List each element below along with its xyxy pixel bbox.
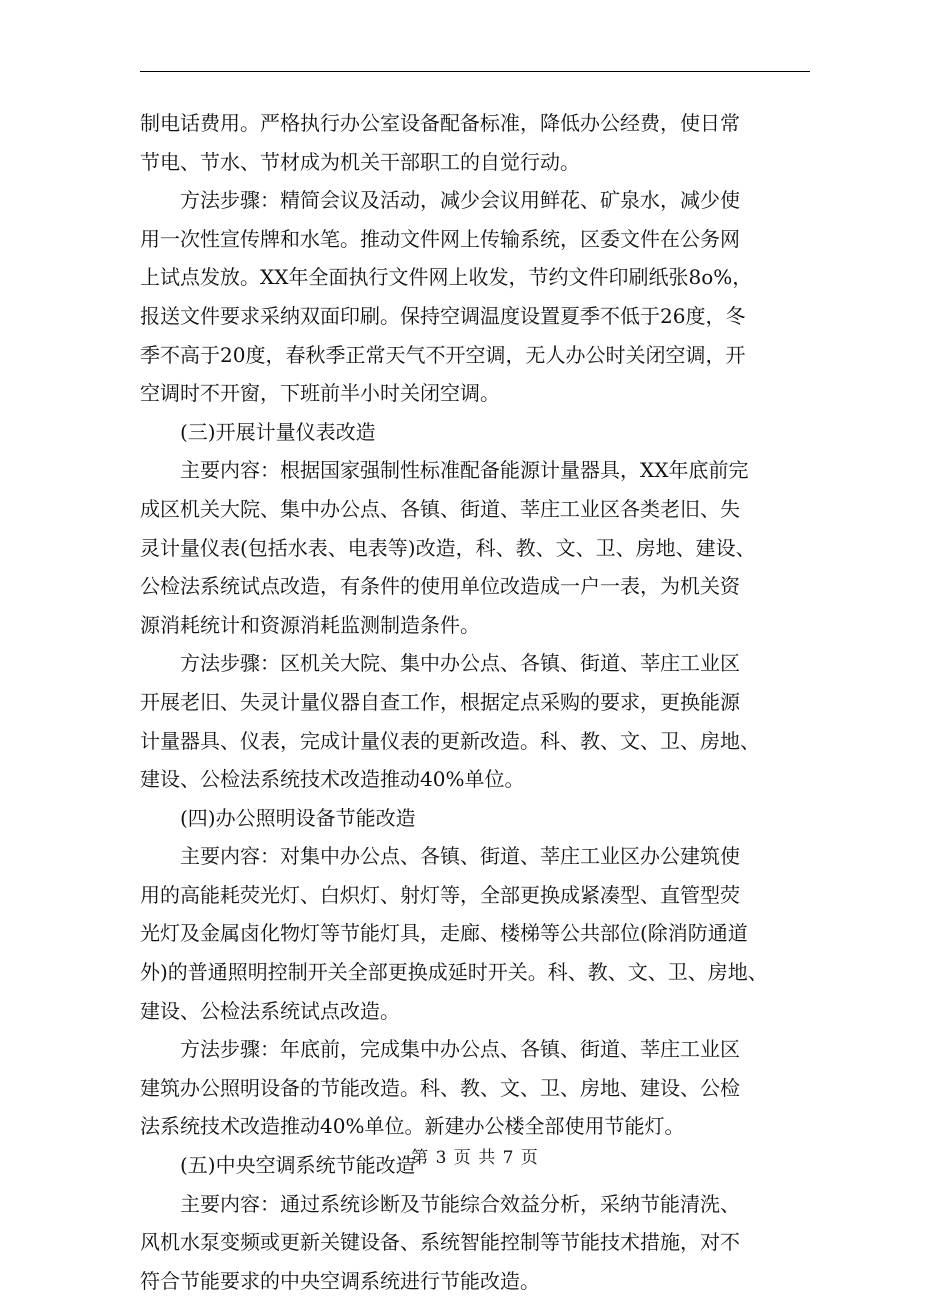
body-line: 风机水泵变频或更新关键设备、系统智能控制等节能技术措施，对不 [140,1230,740,1255]
section-heading: (四)办公照明设备节能改造 [180,805,416,830]
body-line: 上试点发放。XX年全面执行文件网上收发，节约文件印刷纸张8o%， [140,265,753,290]
body-line: 用的高能耗荧光灯、白炽灯、射灯等，全部更换成紧凑型、直管型荧 [140,882,740,907]
body-line: 成区机关大院、集中办公点、各镇、街道、莘庄工业区各类老旧、失 [140,496,740,521]
body-line: 空调时不开窗，下班前半小时关闭空调。 [140,381,500,406]
document-body [140,104,812,1300]
body-line: 计量器具、仪表，完成计量仪表的更新改造。科、教、文、卫、房地、 [140,728,760,753]
body-line: 建筑办公照明设备的节能改造。科、教、文、卫、房地、建设、公检 [140,1075,740,1100]
body-line: 制电话费用。严格执行办公室设备配备标准，降低办公经费，使日常 [140,111,740,135]
body-line: 光灯及金属卤化物灯等节能灯具，走廊、楼梯等公共部位(除消防通道 [140,921,748,946]
body-line: 公检法系统试点改造，有条件的使用单位改造成一户一表，为机关资 [140,574,740,599]
section-heading: (五)中央空调系统节能改造 [180,1153,416,1178]
paragraph-start-line: 主要内容：对集中办公点、各镇、街道、莘庄工业区办公建筑使 [180,844,740,869]
body-line: 节电、节水、节材成为机关干部职工的自觉行动。 [140,149,580,174]
body-line: 建设、公检法系统试点改造。 [140,998,400,1023]
body-line: 季不高于20度，春秋季正常天气不开空调，无人办公时关闭空调，开 [140,342,746,367]
body-line: 法系统技术改造推动40%单位。新建办公楼全部使用节能灯。 [140,1114,685,1139]
body-line: 外)的普通照明控制开关全部更换成延时开关。科、教、文、卫、房地、 [140,960,768,985]
paragraph-start-line: 主要内容：根据国家强制性标准配备能源计量器具，XX年底前完 [180,458,749,483]
body-line: 用一次性宣传牌和水笔。推动文件网上传输系统，区委文件在公务网 [140,226,740,251]
paragraph-start-line: 方法步骤：区机关大院、集中办公点、各镇、街道、莘庄工业区 [180,651,740,676]
header-rule [140,71,810,72]
body-line: 建设、公检法系统技术改造推动40%单位。 [140,767,525,792]
section-heading: (三)开展计量仪表改造 [180,419,376,444]
body-line: 开展老旧、失灵计量仪器自查工作，根据定点采购的要求，更换能源 [140,689,740,714]
body-line: 符合节能要求的中央空调系统进行节能改造。 [140,1268,540,1293]
page-footer [0,1146,950,1170]
body-line: 报送文件要求采纳双面印刷。保持空调温度设置夏季不低于26度，冬 [140,303,746,328]
page-number: 第 3 页 共 7 页 [411,1148,539,1168]
paragraph-start-line: 主要内容：通过系统诊断及节能综合效益分析，采纳节能清洗、 [180,1191,740,1216]
paragraph-start-line: 方法步骤：年底前，完成集中办公点、各镇、街道、莘庄工业区 [180,1037,740,1062]
paragraph-start-line: 方法步骤：精简会议及活动，减少会议用鲜花、矿泉水，减少使 [180,188,740,213]
body-line: 灵计量仪表(包括水表、电表等)改造，科、教、文、卫、房地、建设、 [140,535,756,560]
body-line: 源消耗统计和资源消耗监测制造条件。 [140,612,480,637]
